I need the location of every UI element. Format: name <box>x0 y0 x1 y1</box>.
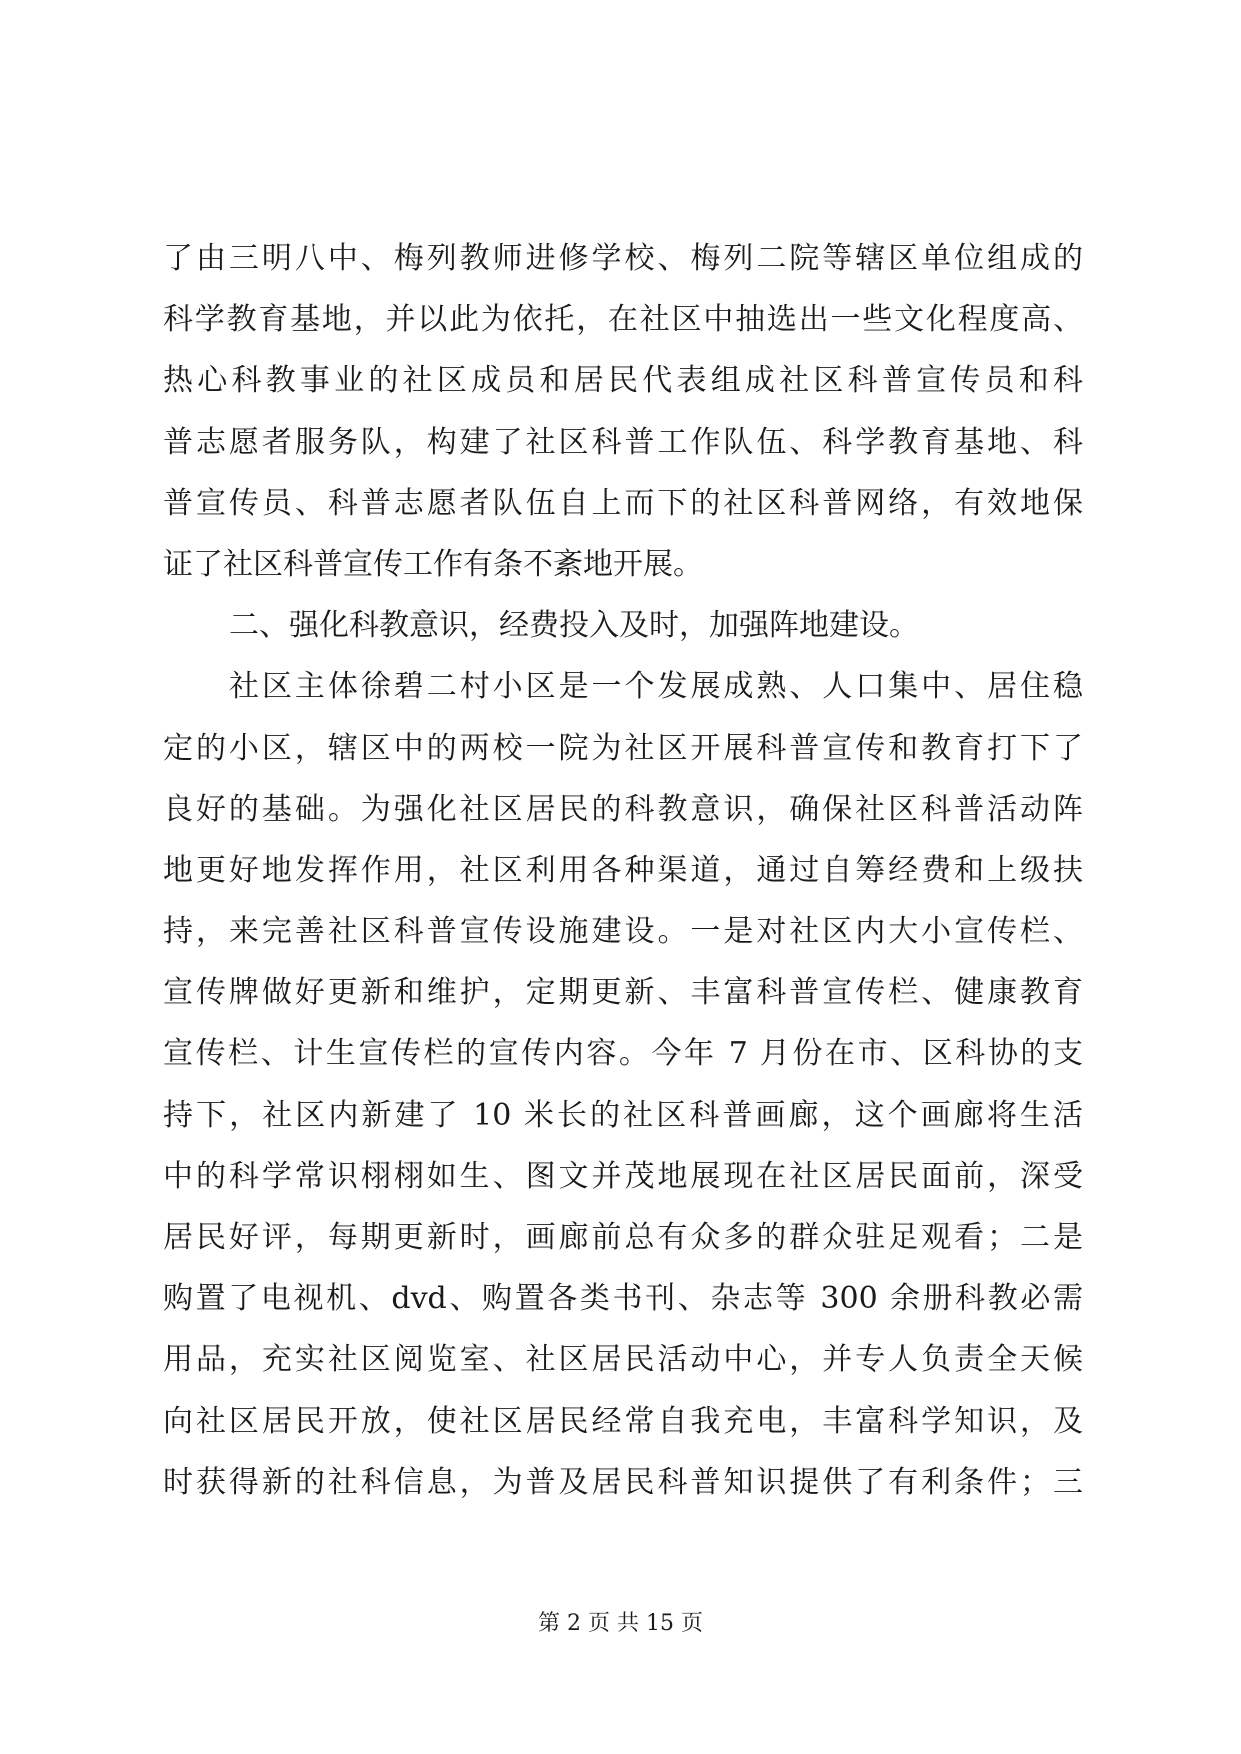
text-line: 地更好地发挥作用，社区利用各种渠道，通过自筹经费和上级扶 <box>163 852 1083 888</box>
text-line: 购置了电视机、dvd、购置各类书刊、杂志等 300 余册科教必需 <box>163 1281 1083 1317</box>
text-line: 时获得新的社科信息，为普及居民科普知识提供了有利条件；三 <box>163 1464 1083 1500</box>
text-line: 定的小区，辖区中的两校一院为社区开展科普宣传和教育打下了 <box>163 730 1083 766</box>
text-line: 向社区居民开放，使社区居民经常自我充电，丰富科学知识，及 <box>163 1403 1083 1439</box>
text-line: 用品，充实社区阅览室、社区居民活动中心，并专人负责全天候 <box>163 1342 1083 1378</box>
text-line: 了由三明八中、梅列教师进修学校、梅列二院等辖区单位组成的 <box>163 241 1083 276</box>
text-line: 持下，社区内新建了 10 米长的社区科普画廊，这个画廊将生活 <box>163 1097 1083 1133</box>
section-heading: 二、强化科教意识，经费投入及时，加强阵地建设。 <box>229 608 919 644</box>
text-line: 宣传牌做好更新和维护，定期更新、丰富科普宣传栏、健康教育 <box>163 975 1083 1011</box>
text-line: 良好的基础。为强化社区居民的科教意识，确保社区科普活动阵 <box>163 791 1083 827</box>
page-footer: 第 2 页 共 15 页 <box>538 1611 703 1636</box>
body-text <box>163 228 1083 1513</box>
text-line: 居民好评，每期更新时，画廊前总有众多的群众驻足观看；二是 <box>163 1220 1083 1255</box>
text-line: 宣传栏、计生宣传栏的宣传内容。今年 7 月份在市、区科协的支 <box>163 1036 1083 1072</box>
text-line: 证了社区科普宣传工作有条不紊地开展。 <box>163 546 703 582</box>
text-line: 热心科教事业的社区成员和居民代表组成社区科普宣传员和科 <box>163 363 1083 399</box>
text-line: 持，来完善社区科普宣传设施建设。一是对社区内大小宣传栏、 <box>163 914 1083 950</box>
text-line: 科学教育基地，并以此为依托，在社区中抽选出一些文化程度高、 <box>163 302 1083 338</box>
text-line: 中的科学常识栩栩如生、图文并茂地展现在社区居民面前，深受 <box>163 1158 1083 1194</box>
text-line: 社区主体徐碧二村小区是一个发展成熟、人口集中、居住稳 <box>229 669 1083 705</box>
text-line: 普宣传员、科普志愿者队伍自上而下的社区科普网络，有效地保 <box>163 485 1083 521</box>
text-line: 普志愿者服务队，构建了社区科普工作队伍、科学教育基地、科 <box>163 424 1083 460</box>
